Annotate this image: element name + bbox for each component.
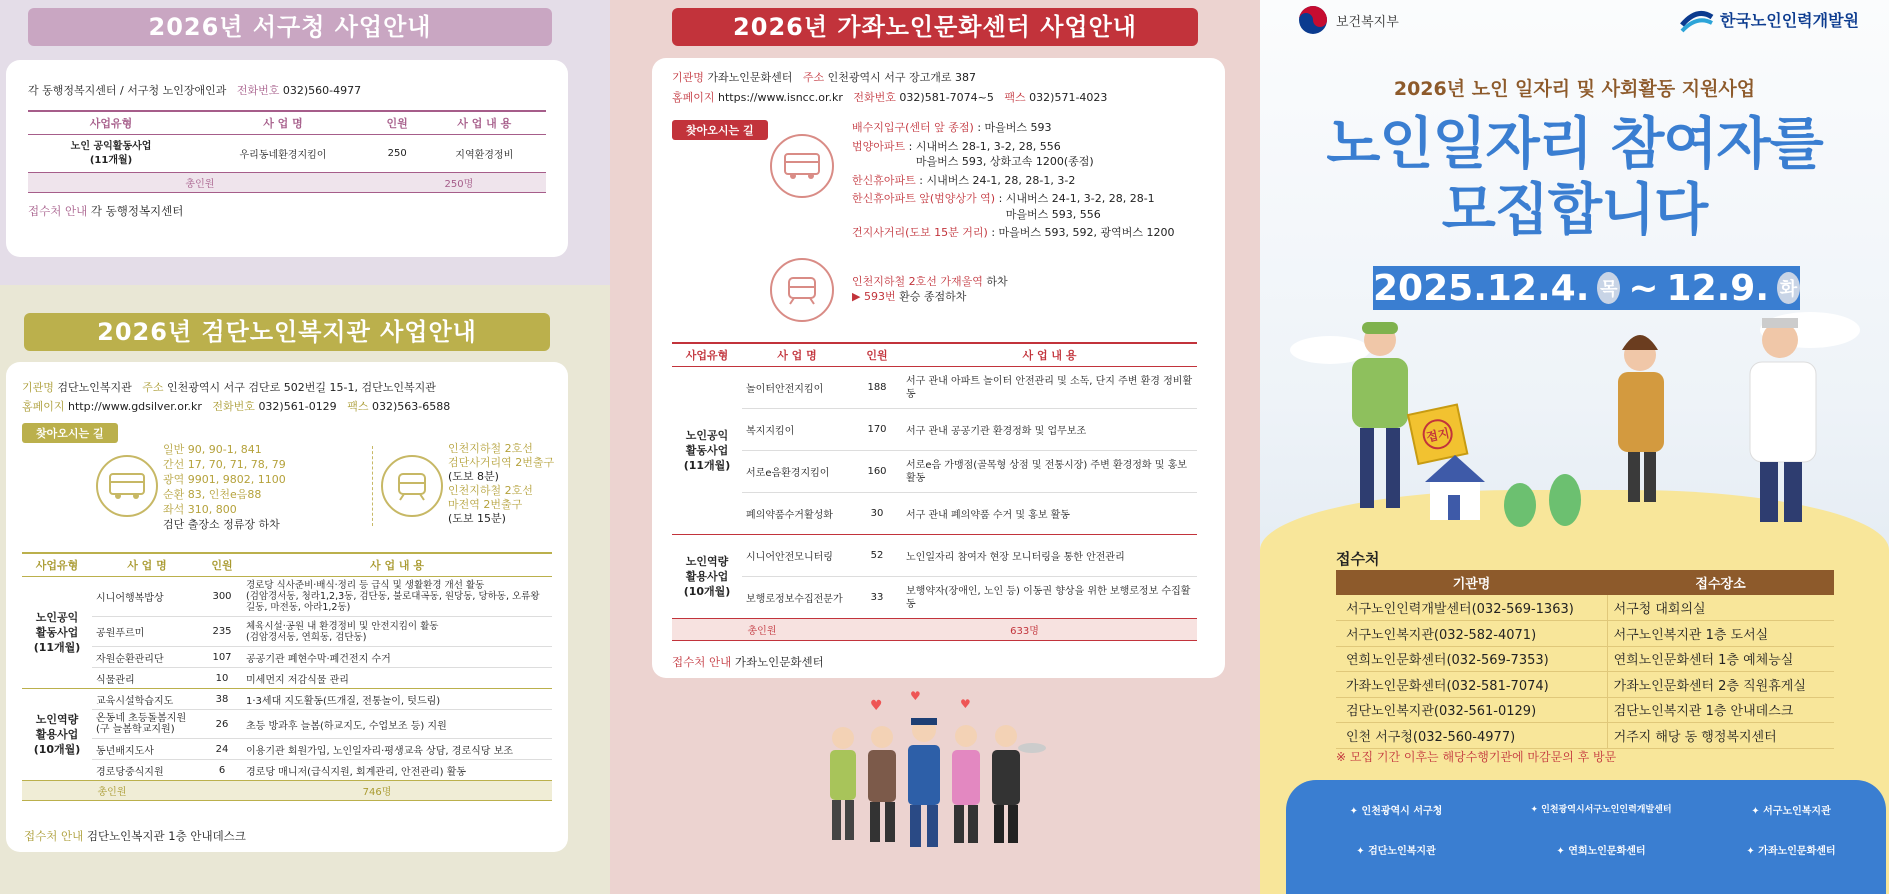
row-name: 시니어안전모니터링 bbox=[742, 535, 852, 577]
logo-seogu-senior-dev: ✦ 인천광역시서구노인인력개발센터 bbox=[1530, 805, 1672, 815]
logo-label: 인천광역시 서구청 bbox=[1361, 806, 1443, 817]
subway-icon bbox=[770, 258, 834, 322]
row-content: 1·3세대 지도활동(뜨개질, 전통놀이, 텃드림) bbox=[242, 689, 552, 710]
row-count: 33 bbox=[870, 592, 884, 603]
table-row bbox=[1336, 621, 1834, 647]
fax-value: 032)563-6588 bbox=[371, 400, 451, 413]
bus-icon bbox=[96, 455, 158, 517]
date-start: 2025.12.4. bbox=[1373, 267, 1590, 309]
fax-label: 팩스 bbox=[1004, 91, 1026, 104]
table-row bbox=[1336, 595, 1834, 621]
row-content: 서구 관내 아파트 놀이터 안전관리 및 소독, 단지 주변 환경 정비활동 bbox=[902, 367, 1197, 409]
org-value: 가좌노인문화센터 bbox=[707, 71, 793, 84]
subway-line: 인천지하철 2호선 bbox=[448, 442, 533, 455]
table-row bbox=[22, 617, 552, 647]
addr-label: 주소 bbox=[802, 71, 825, 84]
th-type: 사업유형 bbox=[89, 117, 133, 130]
table-row bbox=[22, 647, 552, 668]
th-org: 기관명 bbox=[1452, 577, 1491, 592]
row-name: 서로e음환경지킴이 bbox=[742, 451, 852, 493]
directions-pill: 찾아오시는 길 bbox=[22, 423, 118, 443]
bus-lines: 마을버스 593, 592, 광역버스 1200 bbox=[998, 226, 1175, 239]
org-value: 검단노인복지관 bbox=[57, 381, 132, 394]
bus-line: 간선 17, 70, 71, 78, 79 bbox=[163, 458, 286, 471]
gajwa-subway-route bbox=[852, 274, 1008, 304]
row-org: 검단노인복지관(032-561-0129) bbox=[1336, 697, 1607, 723]
reception-label: 접수처 안내 bbox=[28, 204, 88, 218]
row-name: 식물관리 bbox=[96, 674, 135, 686]
logo-geomdan: ✦ 검단노인복지관 bbox=[1356, 846, 1436, 857]
bus-lines: 마을버스 593 bbox=[984, 121, 1052, 134]
group-period: (11개월) bbox=[683, 459, 731, 472]
svg-text:♥: ♥ bbox=[960, 697, 971, 711]
total-value: 250명 bbox=[444, 179, 474, 190]
svg-text:♥: ♥ bbox=[870, 698, 883, 714]
seogu-card bbox=[6, 60, 568, 257]
row-content: 미세먼지 저감식물 관리 bbox=[246, 674, 349, 686]
bus-stop: 건지사거리(도보 15분 거리) bbox=[852, 226, 988, 239]
group-type2: 활동사업 bbox=[685, 444, 729, 457]
logo-label: 인천광역시서구노인인력개발센터 bbox=[1541, 805, 1672, 815]
cover-title bbox=[1260, 112, 1889, 244]
geomdan-title-banner bbox=[24, 313, 550, 351]
row-content: 경로당 매니저(급식지원, 회계관리, 안전관리) 활동 bbox=[246, 766, 467, 778]
seogu-reception bbox=[28, 203, 546, 219]
reception-label: 접수처 안내 bbox=[24, 829, 84, 843]
row-content: 지역환경정비 bbox=[455, 150, 514, 161]
directions-pill: 찾아오시는 길 bbox=[672, 120, 768, 140]
th-type: 사업유형 bbox=[35, 559, 79, 572]
cover-subtitle: 2026년 노인 일자리 및 사회활동 지원사업 bbox=[1393, 78, 1756, 100]
row-count: 160 bbox=[852, 451, 902, 493]
row-type: 노인 공익활동사업 bbox=[70, 140, 152, 152]
row-place: 가좌노인문화센터 2층 직원휴게실 bbox=[1613, 678, 1806, 694]
group-type: 노인공익 bbox=[685, 429, 729, 442]
day-start-badge: 목 bbox=[1597, 272, 1620, 304]
total-label: 총인원 bbox=[97, 787, 127, 798]
row-content: 서구 관내 폐의약품 수거 및 홍보 활동 bbox=[906, 510, 1070, 521]
transfer-suffix: 환승 종점하차 bbox=[899, 290, 967, 303]
table-row bbox=[672, 367, 1197, 409]
th-name: 사 업 명 bbox=[127, 559, 167, 572]
seogu-contact-org: 각 동행정복지센터 / 서구청 노인장애인과 bbox=[28, 84, 227, 97]
th-count: 인원 bbox=[866, 349, 888, 362]
panel-cover bbox=[1260, 0, 1889, 894]
bus-stop: 한신휴아파트 앞(범양상가 역) bbox=[852, 192, 996, 205]
geomdan-table bbox=[22, 552, 552, 801]
bus-stop: 검단 출장소 정류장 하차 bbox=[163, 518, 280, 531]
table-row bbox=[1336, 672, 1834, 698]
seogu-title-banner bbox=[28, 8, 552, 46]
total-value: 633명 bbox=[1010, 626, 1039, 637]
table-row bbox=[22, 739, 552, 760]
th-count: 인원 bbox=[211, 559, 233, 572]
row-count: 250 bbox=[387, 148, 407, 159]
table-row bbox=[672, 493, 1197, 535]
logo-yeonhui: ✦ 연희노인문화센터 bbox=[1556, 846, 1646, 857]
th-count: 인원 bbox=[386, 117, 408, 130]
badge-text: 접지 bbox=[1425, 425, 1451, 445]
agency-logo bbox=[1680, 5, 1859, 33]
table-row bbox=[672, 409, 1197, 451]
row-name: 자원순환관리단 bbox=[92, 647, 202, 668]
row-org: 서구노인인력개발센터(032-569-1363) bbox=[1336, 595, 1607, 621]
row-count: 300 bbox=[202, 577, 242, 617]
geomdan-reception bbox=[24, 828, 246, 844]
subway-line: 인천지하철 2호선 가재울역 bbox=[852, 275, 983, 288]
group-period: (10개월) bbox=[33, 743, 81, 756]
cover-illustration bbox=[1290, 310, 1880, 540]
phone-value: 032)561-0129 bbox=[258, 400, 337, 413]
row-content: 초등 방과후 늘봄(하교지도, 수업보조 등) 지원 bbox=[242, 710, 552, 739]
logo-label: 검단노인복지관 bbox=[1368, 846, 1436, 857]
seogu-phone-label: 전화번호 bbox=[236, 84, 280, 97]
row-content: 경로당 식사준비·배식·정리 등 급식 및 생활환경 개선 활동 (검암경서동, 청라1,2,3동, 검단동, 불로대곡동, 원당동, 당하동, 오류왕길동, 마전동, 아라1,2동) bbox=[242, 577, 552, 617]
geomdan-title: 2026년 검단노인복지관 사업안내 bbox=[97, 318, 477, 346]
phone-label: 전화번호 bbox=[212, 400, 255, 413]
row-count: 170 bbox=[852, 409, 902, 451]
subway-icon bbox=[381, 455, 443, 517]
home-link[interactable]: https://www.isncc.or.kr bbox=[718, 91, 843, 104]
row-count: 26 bbox=[202, 710, 242, 739]
fax-label: 팩스 bbox=[347, 400, 369, 413]
group-type2: 활동사업 bbox=[35, 626, 79, 639]
gajwa-reception bbox=[672, 654, 824, 670]
geomdan-subway-routes bbox=[448, 442, 554, 526]
logo-footer bbox=[1286, 780, 1886, 894]
addr-value: 인천광역시 서구 장고개로 387 bbox=[827, 71, 977, 84]
row-count: 107 bbox=[202, 647, 242, 668]
th-type: 사업유형 bbox=[685, 349, 729, 362]
subway-walk: (도보 15분) bbox=[448, 512, 506, 525]
row-place: 연희노인문화센터 1층 예체능실 bbox=[1613, 653, 1794, 669]
th-place: 접수장소 bbox=[1695, 577, 1746, 592]
cover-title-line2: 모집합니다 bbox=[1441, 178, 1708, 243]
row-content: 서구 관내 공공기관 환경정화 및 업무보조 bbox=[902, 409, 1197, 451]
addr-label: 주소 bbox=[142, 381, 164, 394]
row-count: 30 bbox=[870, 508, 884, 519]
panel-gajwa bbox=[610, 0, 1260, 894]
fax-value: 032)571-4023 bbox=[1029, 91, 1108, 104]
bus-line: 광역 9901, 9802, 1100 bbox=[163, 473, 286, 486]
group-period: (11개월) bbox=[33, 641, 81, 654]
geomdan-info bbox=[22, 378, 552, 416]
row-period: (11개월) bbox=[89, 154, 133, 166]
bus-lines: 시내버스 24-1, 28, 28-1, 3-2 bbox=[926, 173, 1076, 187]
recruit-period bbox=[1373, 266, 1800, 310]
table-row bbox=[22, 710, 552, 739]
gajwa-title-banner bbox=[672, 8, 1198, 46]
bus-stop: 범양아파트 bbox=[852, 139, 906, 153]
group-type: 노인공익 bbox=[35, 611, 79, 624]
transfer-bus: ▶ 593번 bbox=[852, 290, 896, 303]
row-place: 검단노인복지관 1층 안내데스크 bbox=[1613, 704, 1794, 720]
table-row bbox=[22, 577, 552, 617]
phone-label: 전화번호 bbox=[853, 91, 896, 104]
row-count: 188 bbox=[852, 367, 902, 409]
seogu-table bbox=[28, 110, 546, 193]
reception-label: 접수처 안내 bbox=[672, 655, 732, 669]
row-name: 폐의약품수거활성화 bbox=[746, 510, 833, 521]
row-name: 복지지킴이 bbox=[742, 409, 852, 451]
reception-value: 검단노인복지관 1층 안내데스크 bbox=[86, 829, 246, 843]
table-row bbox=[1336, 697, 1834, 723]
table-row bbox=[22, 760, 552, 781]
table-row bbox=[22, 689, 552, 710]
row-org: 가좌노인문화센터(032-581-7074) bbox=[1336, 672, 1607, 698]
seogu-phone: 032)560-4977 bbox=[282, 84, 362, 97]
row-name: 동년배지도사 bbox=[92, 739, 202, 760]
logo-seogu-welfare: ✦ 서구노인복지관 bbox=[1751, 806, 1831, 817]
home-label: 홈페이지 bbox=[672, 91, 715, 104]
row-org: 서구노인복지관(032-582-4071) bbox=[1336, 621, 1607, 647]
row-count: 52 bbox=[852, 535, 902, 577]
taegeuk-icon bbox=[1298, 5, 1328, 35]
cover-note: ※ 모집 기간 이후는 해당수행기관에 마감문의 후 방문 bbox=[1336, 750, 1617, 764]
group-type2: 활용사업 bbox=[35, 728, 79, 741]
cover-title-line1: 노인일자리 참여자를 bbox=[1326, 112, 1823, 177]
subway-station: 마전역 2번출구 bbox=[448, 498, 523, 511]
row-name: 경로당중식지원 bbox=[96, 766, 164, 778]
th-content: 사 업 내 용 bbox=[370, 559, 424, 572]
logo-label: 가좌노인문화센터 bbox=[1758, 846, 1836, 857]
group-type: 노인역량 bbox=[35, 713, 79, 726]
group-period: (10개월) bbox=[683, 585, 731, 598]
th-content: 사 업 내 용 bbox=[1022, 349, 1077, 362]
bus-stop: 배수지입구(센터 앞 종점) bbox=[852, 121, 974, 134]
row-name: 놀이터안전지킴이 bbox=[742, 367, 852, 409]
group-type: 노인역량 bbox=[685, 555, 729, 568]
logo-seogu: ✦ 인천광역시 서구청 bbox=[1349, 806, 1443, 817]
row-content: 체육시설·공원 내 환경정비 및 안전지킴이 활동 (검암경서동, 연희동, 검단동) bbox=[242, 617, 552, 647]
total-value: 746명 bbox=[362, 787, 392, 798]
geomdan-bus-routes bbox=[163, 442, 286, 532]
row-count: 235 bbox=[202, 617, 242, 647]
phone-value: 032)581-7074~5 bbox=[899, 91, 994, 104]
gajwa-info bbox=[672, 68, 1107, 108]
row-content: 서로e음 가맹점(골목형 상점 및 전통시장) 주변 환경정화 및 홍보활동 bbox=[902, 451, 1197, 493]
reception-table bbox=[1336, 570, 1834, 749]
group-type2: 활용사업 bbox=[685, 570, 729, 583]
gajwa-table bbox=[672, 342, 1197, 641]
bus-line: 일반 90, 90-1, 841 bbox=[163, 443, 262, 456]
row-place: 거주지 해당 동 행정복지센터 bbox=[1613, 729, 1777, 745]
gajwa-card bbox=[652, 58, 1225, 678]
row-place: 서구청 대회의실 bbox=[1613, 602, 1706, 617]
seogu-contact bbox=[28, 82, 546, 98]
table-row bbox=[1336, 723, 1834, 749]
logo-label: 연희노인문화센터 bbox=[1568, 846, 1646, 857]
table-row bbox=[1336, 646, 1834, 672]
date-end: 12.9. bbox=[1666, 267, 1770, 309]
logo-gajwa: ✦ 가좌노인문화센터 bbox=[1746, 846, 1836, 857]
geomdan-card bbox=[6, 362, 568, 852]
row-org: 인천 서구청(032-560-4977) bbox=[1336, 723, 1607, 749]
row-count: 6 bbox=[218, 764, 226, 776]
subway-suffix: 하차 bbox=[986, 275, 1008, 288]
bus-line: 순환 83, 인천e음88 bbox=[163, 488, 262, 501]
gajwa-bus-routes: 배수지입구(센터 앞 종점) : 마을버스 593 범양아파트 : 시내버스 28-1, 3-2, 28, 556 마을버스 593, 상화고속 1200(종점) 한신휴아파트 : 시내버스 24-1, 28, 28-1, 3-2 한신휴아파트 앞(범양상가 역) : 시내버스 24-1, 3-2, 28, 28-1 마을버스 593, 556 건지사거리(도보 15분 거리) : 마을버스 593, 592, 광역버스 1200 bbox=[852, 121, 1175, 239]
ministry-name: 보건복지부 bbox=[1336, 14, 1399, 30]
table-row bbox=[672, 451, 1197, 493]
home-label: 홈페이지 bbox=[22, 400, 65, 413]
table-row bbox=[672, 535, 1197, 577]
total-label: 총인원 bbox=[747, 626, 777, 637]
bus-stop: 한신휴아파트 bbox=[852, 173, 916, 187]
bus-line: 좌석 310, 800 bbox=[163, 503, 237, 516]
reception-value: 각 동행정복지센터 bbox=[90, 204, 184, 218]
seogu-title: 2026년 서구청 사업안내 bbox=[148, 13, 432, 41]
row-count: 38 bbox=[202, 689, 242, 710]
row-place: 서구노인복지관 1층 도서실 bbox=[1613, 627, 1769, 643]
reception-value: 가좌노인문화센터 bbox=[734, 655, 824, 669]
bus-lines: 시내버스 24-1, 3-2, 28, 28-1 마을버스 593, 556 bbox=[1005, 192, 1155, 221]
th-content: 사 업 내 용 bbox=[457, 117, 512, 130]
th-name: 사 업 명 bbox=[777, 349, 817, 362]
subway-line: 인천지하철 2호선 bbox=[448, 484, 533, 497]
row-org: 연희노인문화센터(032-569-7353) bbox=[1336, 646, 1607, 672]
org-label: 기관명 bbox=[22, 381, 54, 394]
row-name: 교육시설학습지도 bbox=[92, 689, 202, 710]
gajwa-title: 2026년 가좌노인문화센터 사업안내 bbox=[733, 13, 1137, 41]
svg-text:♥: ♥ bbox=[910, 690, 921, 703]
table-row bbox=[672, 577, 1197, 619]
row-name: 보행로정보수집전문가 bbox=[746, 594, 843, 605]
bus-icon bbox=[770, 134, 834, 198]
logo-label: 서구노인복지관 bbox=[1763, 806, 1831, 817]
day-end-badge: 화 bbox=[1777, 272, 1800, 304]
row-content: 공공기관 폐현수막·폐건전지 수거 bbox=[242, 647, 552, 668]
agency-name: 한국노인인력개발원 bbox=[1719, 10, 1859, 30]
row-name: 시니어행복밥상 bbox=[92, 577, 202, 617]
subway-walk: (도보 8분) bbox=[448, 470, 499, 483]
row-name: 공원푸르미 bbox=[92, 617, 202, 647]
th-name: 사 업 명 bbox=[263, 117, 303, 130]
row-name: 우리동네환경지킴이 bbox=[239, 150, 327, 161]
org-label: 기관명 bbox=[672, 71, 704, 84]
row-content: 이용기관 회원가입, 노인일자리·평생교육 상담, 경로식당 보조 bbox=[242, 739, 552, 760]
row-content: 보행약자(장애인, 노인 등) 이동권 향상을 위한 보행로정보 수집활동 bbox=[906, 585, 1191, 610]
row-count: 10 bbox=[215, 672, 229, 684]
ministry-logo bbox=[1298, 5, 1399, 35]
bus-lines: 시내버스 28-1, 3-2, 28, 556 마을버스 593, 상화고속 1200(종점) bbox=[915, 139, 1094, 168]
elderly-workers-illustration bbox=[810, 690, 1070, 870]
reception-title: 접수처 bbox=[1336, 550, 1380, 568]
home-link[interactable]: http://www.gdsilver.or.kr bbox=[68, 400, 202, 413]
total-label: 총인원 bbox=[185, 179, 215, 190]
addr-value: 인천광역시 서구 검단로 502번길 15-1, 검단노인복지관 bbox=[167, 381, 436, 394]
date-tilde: ~ bbox=[1628, 267, 1659, 309]
table-row bbox=[28, 135, 546, 173]
table-row bbox=[22, 668, 552, 689]
row-count: 24 bbox=[202, 739, 242, 760]
panel-seogu-geomdan bbox=[0, 0, 610, 894]
row-content: 노인일자리 참여자 현장 모니터링을 통한 안전관리 bbox=[902, 535, 1197, 577]
row-name: 온동네 초등돌봄지원 (구 늘봄학교지원) bbox=[92, 710, 202, 739]
agency-wave-icon bbox=[1680, 5, 1714, 33]
subway-station: 검단사거리역 2번출구 bbox=[448, 456, 555, 469]
